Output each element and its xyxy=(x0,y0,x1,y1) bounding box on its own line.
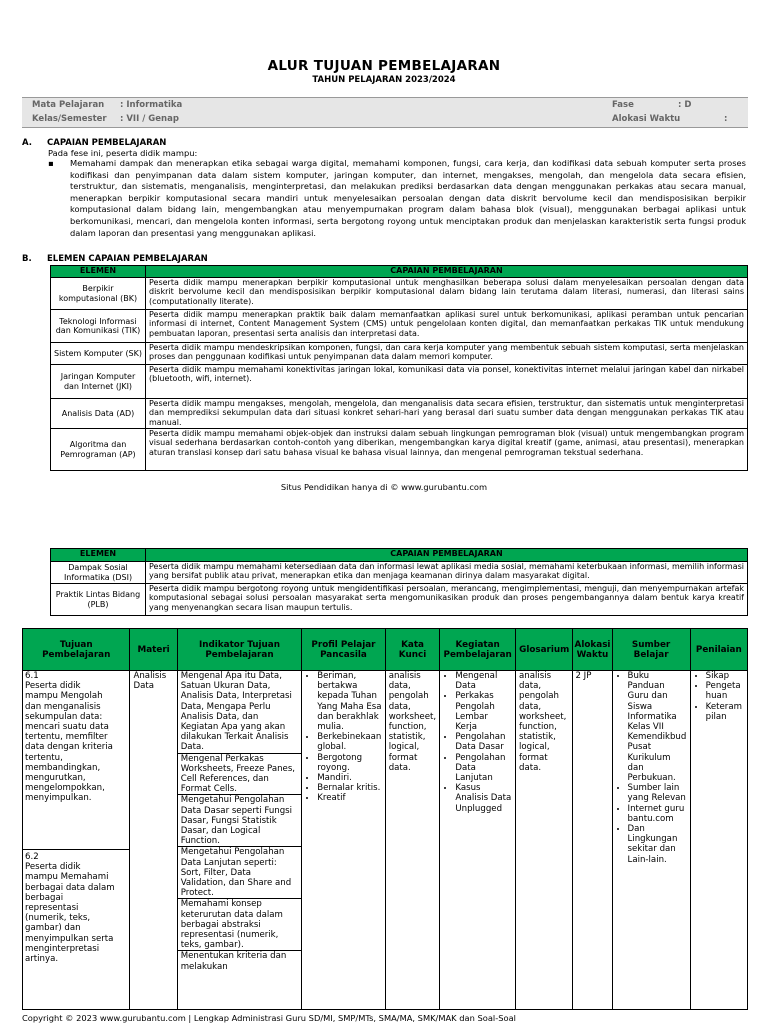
tp-table xyxy=(22,628,748,1010)
table-row xyxy=(51,310,748,343)
cp-cell: Peserta didik mampu mengakses, mengolah, mengelola, dan menganalisis data secara efisien, terstruktur, dan sistematis untuk menginterpretasi dan memprediksi sekumpulan data dari situasi konkret sehari-hari yang berasal dari suatu sumber data dengan menggunakan perkakas TIK atau manual. xyxy=(146,399,748,429)
section-b-num: B. xyxy=(22,254,32,264)
list-item: • Mengenal Data xyxy=(455,671,512,691)
list-item: • Bergotong royong. xyxy=(317,753,381,773)
elemen-table-2 xyxy=(50,548,748,616)
doc-title: ALUR TUJUAN PEMBELAJARAN xyxy=(267,58,501,74)
profil-cell xyxy=(302,671,385,1010)
alokasi-label: Alokasi Waktu xyxy=(612,114,681,124)
list-item: • Pengolahan Data Dasar xyxy=(455,732,512,752)
col-elemen: ELEMEN xyxy=(51,549,146,562)
list-item: • Kasus Analisis Data Unplugged xyxy=(455,783,512,814)
elemen-cell: Sistem Komputer (SK) xyxy=(51,343,146,365)
col-profil: Profil Pelajar Pancasila xyxy=(302,629,385,671)
copyright: Copyright © 2023 www.gurubantu.com | Lengkap Administrasi Guru SD/MI, SMP/MTs, SMA/MA, SMK/MAK dan Soal-Soal xyxy=(22,1013,516,1023)
col-glosarium: Glosarium xyxy=(515,629,572,671)
cp-cell: Peserta didik mampu memahami ketersediaan data dan informasi lewat aplikasi media sosial, memahami keterbukaan informasi, memilih informasi yang bersifat publik atau privat, menerapkan etika dan menjaga keamanan dirinya dalam masyarakat digital. xyxy=(146,562,748,584)
fase-label: Fase xyxy=(612,100,634,110)
section-b-heading xyxy=(22,254,208,264)
mapel-label: Mata Pelajaran xyxy=(32,100,105,110)
tp-2-text: Peserta didik mampu Memahami berbagai data dalam berbagai representasi (numerik, teks, gambar) dan menyimpulkan serta menginterpretasi artinya. xyxy=(25,862,115,965)
kelas-value: : VII / Genap xyxy=(120,114,179,124)
elemen-cell: Analisis Data (AD) xyxy=(51,399,146,429)
kata-kunci-cell: analisis data, pengolah data, worksheet, function, statistik, logical, format data. xyxy=(385,671,440,1010)
table-row xyxy=(51,343,748,365)
elemen-table xyxy=(50,265,748,471)
tp-1 xyxy=(23,671,129,849)
table-row xyxy=(23,671,748,1010)
indikator-item: Memahami konsep keterurutan data dalam berbagai abstraksi representasi (numerik, teks, gambar). xyxy=(178,899,302,951)
col-indikator: Indikator Tujuan Pembelajaran xyxy=(177,629,302,671)
list-item: • Pengolahan Data Lanjutan xyxy=(455,753,512,784)
alokasi-value: : xyxy=(724,114,728,124)
col-elemen: ELEMEN xyxy=(51,266,146,278)
elemen-cell: Algoritma dan Pemrograman (AP) xyxy=(51,429,146,471)
col-kegiatan: Kegiatan Pembelajaran xyxy=(440,629,516,671)
col-cp: CAPAIAN PEMBELAJARAN xyxy=(146,266,748,278)
info-row-kelas xyxy=(22,112,748,128)
list-item: • Pengetahuan xyxy=(706,681,744,701)
tp-2 xyxy=(23,849,129,964)
doc-subtitle: TAHUN PELAJARAN 2023/2024 xyxy=(312,75,456,85)
list-item: • Internet gurubantu.com xyxy=(628,804,687,824)
table-row xyxy=(51,278,748,310)
cp-cell: Peserta didik mampu bergotong royong untuk mengidentifikasi persoalan, merancang, mengimplementasi, menguji, dan menyempurnakan artefak komputasional sebagai solusi persoalan masyarakat serta mengomunikasikan produk dan proses pengembangannya dalam bentuk karya kreatif yang menyenangkan secara lisan maupun tertulis. xyxy=(146,584,748,616)
list-item: • Mandiri. xyxy=(317,773,381,783)
list-item: • Buku Panduan Guru dan Siswa Informatika Kelas VII Kemendikbud Pusat Kurikulum dan Perbukuan. xyxy=(628,671,687,783)
indikator-item: Mengetahui Pengolahan Data Lanjutan seperti: Sort, Filter, Data Validation, dan Share and Protect. xyxy=(178,847,302,899)
list-item: • Kreatif xyxy=(317,793,381,803)
elemen-cell: Berpikir komputasional (BK) xyxy=(51,278,146,310)
col-cp: CAPAIAN PEMBELAJARAN xyxy=(146,549,748,562)
table-row xyxy=(51,399,748,429)
cp-cell: Peserta didik mampu memahami objek-objek dan instruksi dalam sebuah lingkungan pemrograman blok (visual) untuk mengembangkan program visual sederhana berdasarkan contoh-contoh yang diberikan, mengembangkan karya digital kreatif (game, animasi, atau presentasi), menerapkan aturan translasi konsep dari satu bahasa visual ke bahasa visual lainnya, dan mengenal pemrograman tekstual sederhana. xyxy=(146,429,748,471)
tp-cell xyxy=(23,671,130,1010)
indikator-item: Mengetahui Pengolahan Data Dasar seperti Fungsi Dasar, Fungsi Statistik Dasar, dan Logical Function. xyxy=(178,795,302,847)
table-row xyxy=(51,562,748,584)
list-item: • Beriman, bertakwa kepada Tuhan Yang Maha Esa dan berakhlak mulia. xyxy=(317,671,381,732)
list-item: • Dan Lingkungan sekitar dan Lain-lain. xyxy=(628,824,687,865)
indikator-item: Menentukan kriteria dan melakukan xyxy=(180,951,287,972)
indikator-item: Mengenal Perkakas Worksheets, Freeze Panes, Cell References, dan Format Cells. xyxy=(178,754,302,796)
list-item: • Berkebinekaan global. xyxy=(317,732,381,752)
elemen-cell: Teknologi Informasi dan Komunikasi (TIK) xyxy=(51,310,146,343)
elemen-cell: Dampak Sosial Informatika (DSI) xyxy=(51,562,146,584)
col-sumber: Sumber Belajar xyxy=(612,629,690,671)
kegiatan-cell xyxy=(440,671,516,1010)
list-item: • Perkakas Pengolah Lembar Kerja xyxy=(455,691,512,732)
glosarium-cell: analisis data, pengolah data, worksheet, function, statistik, logical, format data. xyxy=(515,671,572,1010)
tp-2-num: 6.2 xyxy=(25,852,39,862)
indikator-cell xyxy=(177,671,302,1010)
col-materi: Materi xyxy=(130,629,177,671)
cp-cell: Peserta didik mampu mendeskripsikan komponen, fungsi, dan cara kerja komputer yang membentuk sebuah sistem komputasi, serta menjelaskan proses dan penggunaan kodifikasi untuk penyimpanan data dalam memori komputer. xyxy=(146,343,748,365)
col-kata-kunci: Kata Kunci xyxy=(385,629,440,671)
col-penilaian: Penilaian xyxy=(690,629,747,671)
section-a-num: A. xyxy=(22,138,32,148)
list-item: • Keterampilan xyxy=(706,702,744,722)
table-row xyxy=(51,365,748,399)
bullet-icon: ▪ xyxy=(48,158,54,168)
section-a-intro: Pada fese ini, peserta didik mampu: xyxy=(48,148,198,158)
cp-cell: Peserta didik mampu menerapkan berpikir komputasional untuk menghasilkan beberapa solusi dalam menyelesaikan persoalan dengan data diskrit bervolume kecil dan mendisposisikan berpikir komputasional dalam bidang lain terutama dalam literasi, numerasi, dan literasi sains (computationally literate). xyxy=(146,278,748,310)
col-alokasi: Alokasi Waktu xyxy=(573,629,612,671)
section-a-heading xyxy=(22,138,166,148)
source-note: Situs Pendidikan hanya di © www.gurubantu.com xyxy=(280,482,488,492)
alokasi-cell: 2 JP xyxy=(573,671,612,1010)
list-item: • Sikap xyxy=(706,671,744,681)
table-row xyxy=(51,584,748,616)
tp-1-text: Peserta didik mampu Mengolah dan menganalisis sekumpulan data: mencari suatu data tertentu, memfilter data dengan kriteria tertentu, membandingkan, mengurutkan, mengelompokkan, menyimpulkan. xyxy=(25,681,113,804)
cp-cell: Peserta didik mampu memahami konektivitas jaringan lokal, komunikasi data via ponsel, konektivitas internet melalui jaringan kabel dan nirkabel (bluetooth, wifi, internet). xyxy=(146,365,748,399)
table-row xyxy=(51,429,748,471)
elemen-cell: Jaringan Komputer dan Internet (JKI) xyxy=(51,365,146,399)
penilaian-cell xyxy=(690,671,747,1010)
section-a-title: CAPAIAN PEMBELAJARAN xyxy=(47,138,167,148)
mapel-value: : Informatika xyxy=(120,100,183,110)
tp-1-num: 6.1 xyxy=(25,671,39,681)
materi-cell: Analisis Data xyxy=(130,671,177,1010)
list-item: • Bernalar kritis. xyxy=(317,783,381,793)
elemen-cell: Praktik Lintas Bidang (PLB) xyxy=(51,584,146,616)
list-item: • Sumber lain yang Relevan xyxy=(628,783,687,803)
fase-value: : D xyxy=(678,100,692,110)
section-b-title: ELEMEN CAPAIAN PEMBELAJARAN xyxy=(47,254,208,264)
indikator-item: Mengenal Apa itu Data, Satuan Ukuran Data, Analisis Data, Interpretasi Data, Mengapa Perlu Analisis Data, dan Kegiatan Apa yang akan dilakukan Terkait Analisis Data. xyxy=(178,671,302,754)
kelas-label: Kelas/Semester xyxy=(32,114,107,124)
cp-cell: Peserta didik mampu menerapkan praktik baik dalam memanfaatkan aplikasi surel untuk berkomunikasi, aplikasi peramban untuk pencarian informasi di internet, Content Management System (CMS) untuk pengelolaan konten digital, dan memanfaatkan perkakas TIK untuk mendukung pembuatan laporan, presentasi serta analisis dan interpretasi data. xyxy=(146,310,748,343)
col-tp: Tujuan Pembelajaran xyxy=(23,629,130,671)
section-a-text: Memahami dampak dan menerapkan etika sebagai warga digital, memahami komponen, fungsi, cara kerja, dan kodifikasi data sebuah komputer serta proses kodifikasi dan penyimpanan data dalam sistem komputer, jaringan komputer, dan internet, mengakses, mengolah, dan mengelola data secara efisien, terstruktur, dan sistematis, menganalisis, menginterpretasi, dan melakukan prediksi berdasarkan data dengan menggunakan perkakas atau secara manual, menerapkan berpikir komputasional secara mandiri untuk menyelesaikan persoalan dengan data diskrit bervolume kecil dan mendisposisikan berpikir komputasional dalam bidang lain, mengembangkan atau menyempurnakan program dalam bahasa blok (visual), menggunakan berbagai aplikasi untuk berkomunikasi, mencari, dan mengelola konten informasi, serta bergotong royong untuk menciptakan produk dan menjelaskan karakteristik serta fungsi produk dalam laporan dan presentasi yang menggunakan aplikasi. xyxy=(70,158,746,238)
sumber-cell xyxy=(612,671,690,1010)
